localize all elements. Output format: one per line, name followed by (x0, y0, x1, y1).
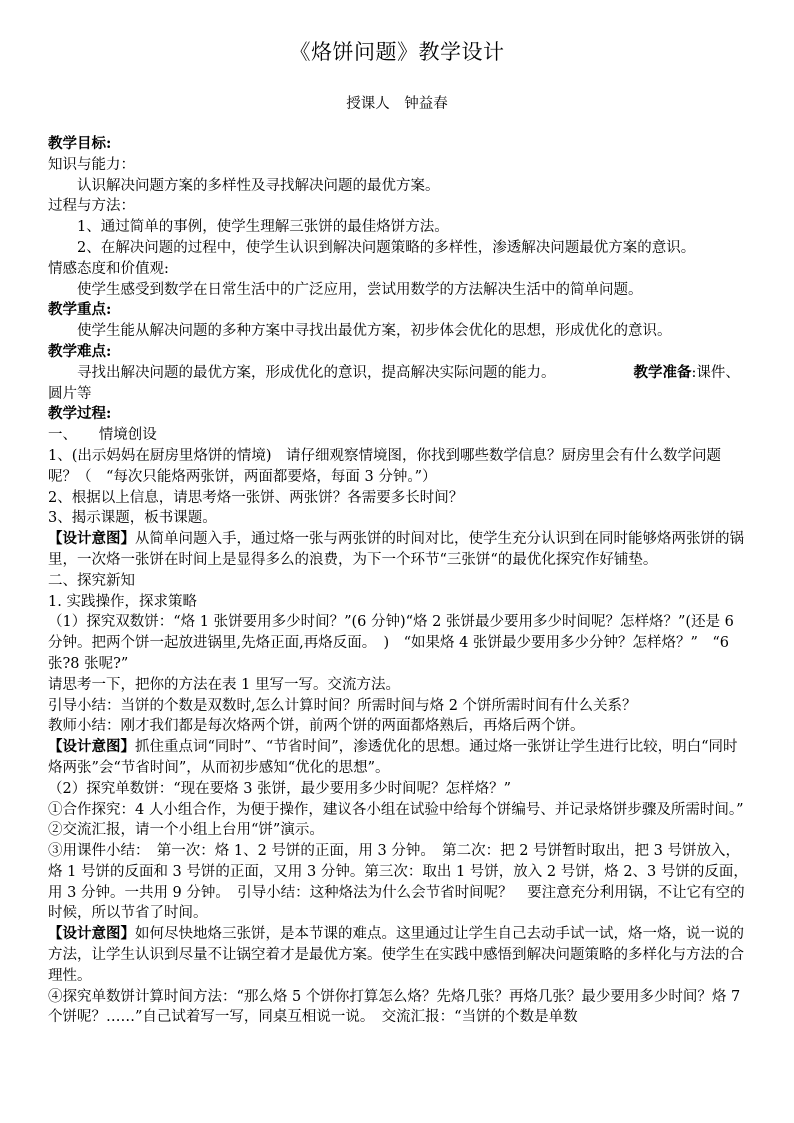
section-1-para-1: 1、(出示妈妈在厨房里烙饼的情境) 请仔细观察情境图，你找到哪些数学信息？厨房里会有什么数学问题呢？（ “每次只能烙两张饼，两面都要烙，每面 3 分钟。”） (48, 447, 722, 485)
section-2-para-6: ①合作探究：4 人小组合作，为便于操作，建议各小组在试验中给每个饼编号、并记录烙饼步骤及所需时间。” (48, 801, 744, 818)
author-line: 授课人 钟益春 (346, 96, 448, 112)
section-2-intent-1-text: 抓住重点词“同时”、“节省时间”，渗透优化的思想。通过烙一张饼让学生进行比较，明白“同时烙两张”会“节省时间”，从而初步感知“优化的思想”。 (48, 739, 738, 776)
section-2-para-9: ④探究单数饼计算时间方法：“那么烙 5 个饼你打算怎么烙？先烙几张？再烙几张？最少要用多少时间？烙 7 个饼呢？……”自己试着写一写，同桌互相说一说。 交流汇报：“当饼的个数是单数 (48, 988, 741, 1026)
design-intent-label: 【设计意图】 (48, 926, 135, 943)
design-intent-label: 【设计意图】 (48, 531, 135, 548)
section-1-para-2: 2、根据以上信息，请思考烙一张饼、两张饼？各需要多长时间？ (48, 489, 464, 506)
process-heading: 教学过程: (48, 405, 112, 423)
section-2-intent-1 (48, 737, 748, 779)
knowledge-label: 知识与能力： (48, 156, 135, 173)
prep-heading: 教学准备 (633, 363, 692, 381)
difficulty-text: 寻找出解决问题的最优方案，形成优化的意识，提高解决实际问题的能力。 (77, 364, 556, 381)
document-title: 《烙饼问题》教学设计 (289, 40, 505, 64)
section-2-para-5: （2）探究单数饼：“现在要烙 3 张饼，最少要用多少时间呢？怎样烙？” (48, 780, 511, 797)
key-heading: 教学重点: (48, 301, 112, 319)
emotion-text: 使学生感受到数学在日常生活中的广泛应用，尝试用数学的方法解决生活中的简单问题。 (77, 281, 643, 298)
section-1-intent-text: 从简单问题入手，通过烙一张与两张饼的时间对比，使学生充分认识到在同时能够烙两张饼的锅里，一次烙一张饼在时间上是显得多么的浪费，为下一个环节“三张饼“的最优化探究作好铺垫。 (48, 531, 744, 568)
section-1-title: 一、 情境创设 (48, 427, 157, 444)
difficulty-heading: 教学难点: (48, 342, 112, 360)
section-2-para-2: 请思考一下，把你的方法在表 1 里写一写。交流方法。 (48, 676, 400, 693)
document-body (48, 134, 748, 1028)
difficulty-paragraph (48, 363, 748, 405)
emotion-label: 情感态度和价值观: (48, 260, 169, 277)
section-2-para-7: ②交流汇报，请一个小组上台用“饼”演示。 (48, 822, 324, 839)
section-2-intent-2-text: 如何尽快地烙三张饼，是本节课的难点。这里通过让学生自己去动手试一试，烙一烙，说一说的方法，让学生认识到尽量不让锅空着才是最优方案。使学生在实践中感悟到解决问题策略的多样化与方法的合理性。 (48, 926, 744, 984)
section-2-intent-2 (48, 924, 748, 986)
design-intent-label: 【设计意图】 (48, 739, 135, 756)
process-item-1: 1、通过简单的事例，使学生理解三张饼的最佳烙饼方法。 (77, 219, 449, 236)
process-item-2: 2、在解决问题的过程中，使学生认识到解决问题策略的多样性，渗透解决问题最优方案的意识。 (77, 239, 696, 256)
section-1-intent (48, 529, 748, 571)
knowledge-text: 认识解决问题方案的多样性及寻找解决问题的最优方案。 (77, 177, 440, 194)
section-2-para-4: 教师小结：刚才我们都是每次烙两个饼，前两个饼的两面都烙熟后，再烙后两个饼。 (48, 718, 585, 735)
goal-heading: 教学目标: (48, 135, 112, 152)
process-label: 过程与方法： (48, 198, 135, 215)
prep-text: :课件、圆片等 (48, 364, 740, 402)
key-text: 使学生能从解决问题的多种方案中寻找出最优方案，初步体会优化的思想，形成优化的意识。 (77, 323, 672, 340)
section-2-title: 二、探究新知 (48, 572, 135, 589)
section-2-para-3: 引导小结：当饼的个数是双数时,怎么计算时间？所需时间与烙 2 个饼所需时间有什么关系？ (48, 697, 637, 714)
section-2-sub-1: 1. 实践操作，探求策略 (48, 593, 197, 610)
section-2-para-8: ③用课件小结： 第一次：烙 1、2 号饼的正面，用 3 分钟。 第二次：把 2 号饼暂时取出，把 3 号饼放入，烙 1 号饼的反面和 3 号饼的正面，又用 3 分钟。第三次：取出 1 号饼，放入 2 号饼，烙 2、3 号饼的反面，用 3 分钟。一共用 9 分钟。 引导小结：这种烙法为什么会节省时间呢？ 要注意充分利用锅，不让它有空的时候，所以节省了时间。 (48, 843, 748, 922)
section-2-para-1: （1）探究双数饼：“烙 1 张饼要用多少时间？”(6 分钟)“烙 2 张饼最少要用多少时间呢？怎样烙？”(还是 6 分钟。把两个饼一起放进锅里,先烙正面,再烙反面。 ) “如果烙 4 张饼最少要用多少分钟？怎样烙？” “6 张?8 张呢?” (48, 614, 734, 672)
section-1-para-3: 3、揭示课题，板书课题。 (48, 510, 217, 527)
